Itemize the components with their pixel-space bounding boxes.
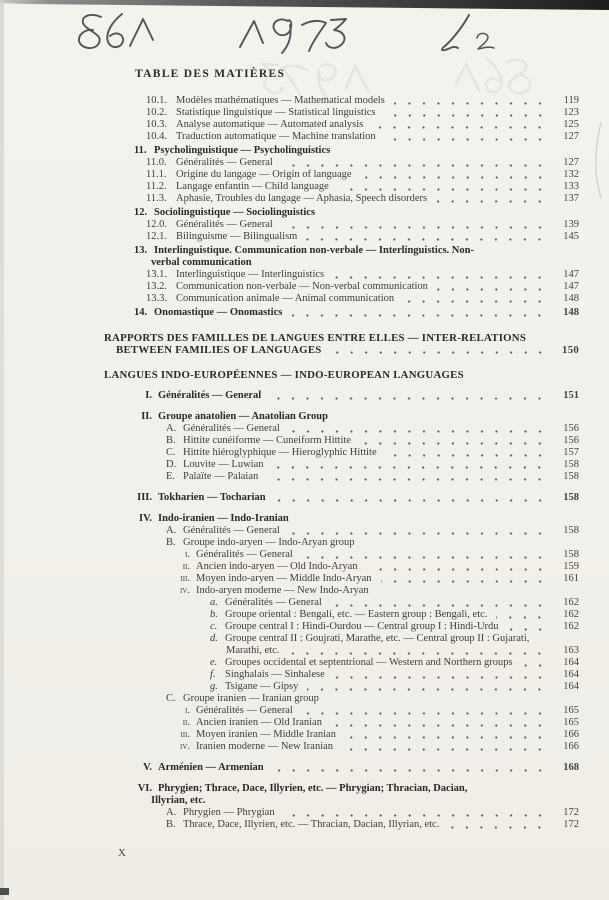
entry-text: Marathi, etc. [226, 645, 280, 656]
entry-text: Interlinguistique — Interlinguistics [176, 269, 325, 280]
dot-leader [288, 647, 547, 657]
toc-entry [0, 633, 609, 645]
entry-text: RAPPORTS DES FAMILLES DE LANGUES ENTRE ELLES — INTER-RELATIONS [104, 332, 527, 344]
entry-text: Généralités — General [196, 549, 293, 560]
entry-page-number: 145 [563, 231, 579, 242]
entry-page-number: 148 [563, 293, 579, 304]
dot-leader [267, 473, 547, 483]
handwritten-mark-L2 [442, 15, 494, 50]
toc-entry [0, 597, 609, 609]
entry-number: 13.2. [146, 281, 167, 292]
toc-entry [0, 459, 609, 471]
toc-entry [0, 344, 609, 356]
entry-number: 11.2. [146, 181, 167, 192]
entry-page-number: 161 [563, 573, 579, 584]
entry-page-number: 127 [563, 131, 579, 142]
toc-entry [0, 447, 609, 459]
entry-page-number: 148 [563, 307, 579, 318]
entry-number: II. [141, 411, 152, 422]
entry-page-number: 159 [563, 561, 579, 572]
entry-page-number: 172 [563, 819, 579, 830]
toc-entry [0, 819, 609, 831]
entry-number: I. [145, 390, 152, 401]
entry-number: ii. [182, 717, 190, 728]
entry-page-number: 133 [563, 181, 579, 192]
entry-page-number: 156 [563, 423, 579, 434]
dot-leader [360, 437, 547, 447]
entry-text: Langage enfantin — Child language [176, 181, 329, 192]
dot-leader [331, 346, 547, 356]
dot-leader [331, 599, 547, 609]
entry-text: Généralités — General [225, 597, 322, 608]
entry-page-number: 157 [563, 447, 579, 458]
entry-number: g. [210, 681, 218, 692]
entry-text: Indo-iranien — Indo-Iranian [158, 513, 289, 524]
entry-page-number: 132 [563, 169, 579, 180]
entry-page-number: 164 [563, 657, 579, 668]
entry-number: D. [166, 459, 177, 470]
dot-leader [289, 425, 547, 435]
handwritten-number-861 [79, 14, 153, 48]
entry-number: B. [166, 537, 176, 548]
entry-number: c. [210, 621, 218, 632]
entry-text: Tokharien — Tocharian [158, 492, 266, 503]
dot-leader [333, 271, 547, 281]
entry-text: Aphasie, Troubles du langage — Aphasia, Speech disorders [176, 193, 428, 204]
entry-number: 12.1. [146, 231, 167, 242]
entry-number: E. [166, 471, 176, 482]
entry-page-number: 165 [563, 705, 579, 716]
scanner-bottom-mark [0, 888, 9, 895]
entry-number: f. [210, 669, 216, 680]
entry-text: Groupe central I : Hindi-Ourdou — Central group I : Hindi-Urdu [225, 621, 499, 632]
toc-entry [0, 245, 609, 257]
toc-entry [0, 795, 609, 807]
entry-text: Illyrian, etc. [151, 795, 206, 806]
entry-text: Groupe anatolien — Anatolian Group [158, 411, 328, 422]
entry-number: 11.1. [146, 169, 167, 180]
toc-entry [0, 293, 609, 305]
entry-text: Interlinguistique. Communication non-verbale — Interlinguistics. Non- [154, 245, 474, 256]
entry-page-number: 162 [563, 609, 579, 620]
entry-page-number: 147 [563, 281, 579, 292]
entry-number: A. [166, 423, 177, 434]
entry-page-number: 172 [563, 807, 579, 818]
toc-entry [0, 369, 609, 381]
entry-number: 13.3. [146, 293, 167, 304]
entry-page-number: 165 [563, 717, 579, 728]
entry-text: Phrygien — Phrygian [183, 807, 275, 818]
entry-page-number: 168 [563, 762, 579, 773]
entry-text: Modèles mathématiques — Mathematical models [176, 95, 385, 106]
dot-leader [282, 221, 547, 231]
dot-leader [381, 575, 547, 585]
entry-text: verbal communication [151, 257, 252, 268]
toc-entry [0, 281, 609, 293]
entry-number: 12.0. [146, 219, 167, 230]
entry-page-number: 139 [563, 219, 579, 230]
entry-text: LANGUES INDO-EUROPÉENNES — INDO-EUROPEAN LANGUAGES [104, 369, 464, 381]
entry-text: Groupe indo-aryen — Indo-Aryan group [183, 537, 355, 548]
entry-page-number: 166 [563, 729, 579, 740]
dot-leader [345, 731, 547, 741]
entry-text: Généralités — General [158, 390, 262, 401]
toc-entry [0, 307, 609, 319]
entry-text: Groupe iranien — Iranian group [183, 693, 319, 704]
dot-leader [448, 821, 547, 831]
entry-text: Moyen iranien — Middle Iranian [196, 729, 336, 740]
entry-number: 10.3. [146, 119, 167, 130]
entry-text: Phrygien; Thrace, Dace, Illyrien, etc. — Phrygian; Thracian, Dacian, [158, 783, 468, 794]
dot-leader [302, 551, 547, 561]
entry-number: 14. [134, 307, 148, 318]
entry-text: BETWEEN FAMILIES OF LANGUAGES [116, 344, 322, 356]
toc-entry [0, 219, 609, 231]
entry-text: Généralités — General [176, 157, 273, 168]
toc-entry [0, 513, 609, 525]
dot-leader [270, 392, 547, 402]
entry-number: C. [166, 447, 176, 458]
toc-entry [0, 390, 609, 402]
toc-entry [0, 783, 609, 795]
entry-number: e. [210, 657, 218, 668]
entry-page-number: 158 [563, 471, 579, 482]
toc-entry [0, 645, 609, 657]
dot-leader [291, 309, 547, 319]
entry-text: Ancien indo-aryen — Old Indo-Aryan [196, 561, 358, 572]
entry-number: III. [137, 492, 152, 503]
dot-leader [289, 527, 547, 537]
dot-leader [284, 809, 547, 819]
toc-entry [0, 729, 609, 741]
entry-text: Sociolinguistique — Sociolinguistics [154, 207, 316, 218]
entry-page-number: 127 [563, 157, 579, 168]
entry-text: Iranien moderne — New Iranian [196, 741, 334, 752]
entry-page-number: 147 [563, 269, 579, 280]
toc-entry [0, 525, 609, 537]
footer-page-number: X [118, 847, 126, 859]
ink-bleed-through [263, 59, 530, 98]
entry-number: 12. [134, 207, 148, 218]
dot-leader [508, 623, 547, 633]
handwritten-annotations-layer [0, 0, 609, 210]
entry-text: Communication animale — Animal communication [176, 293, 395, 304]
entry-number: 10.4. [146, 131, 167, 142]
toc-entry [0, 669, 609, 681]
entry-text: Généralités — General [176, 219, 273, 230]
entry-number: 11.3. [146, 193, 167, 204]
entry-number: d. [210, 633, 218, 644]
toc-entry [0, 549, 609, 561]
entry-text: Singhalais — Sinhalese [225, 669, 325, 680]
toc-entry [0, 411, 609, 423]
toc-entry [0, 231, 609, 243]
toc-entry [0, 269, 609, 281]
entry-text: Indo-aryen moderne — New Indo-Aryan [196, 585, 369, 596]
dot-leader [302, 707, 547, 717]
entry-text: Groupe oriental : Bengali, etc. — Eastern group : Bengali, etc. [225, 609, 488, 620]
entry-page-number: 125 [563, 119, 579, 130]
entry-text: Psycholinguistique — Psycholinguistics [154, 145, 331, 156]
handwritten-number-1973 [240, 19, 346, 53]
entry-text: Onomastique — Onomastics [154, 307, 283, 318]
entry-page-number: 150 [562, 344, 579, 356]
dot-leader [342, 743, 547, 753]
entry-number: b. [210, 609, 218, 620]
toc-entry [0, 537, 609, 549]
toc-entry [0, 657, 609, 669]
entry-number: 10.1. [146, 95, 167, 106]
entry-page-number: 158 [563, 525, 579, 536]
entry-page-number: 166 [563, 741, 579, 752]
entry-number: A. [166, 525, 177, 536]
entry-text: Bilinguisme — Bilingualism [176, 231, 298, 242]
entry-number: 11.0. [146, 157, 167, 168]
entry-text: Palaïte — Palaian [183, 471, 259, 482]
toc-entry [0, 423, 609, 435]
entry-number: i. [185, 549, 190, 560]
dot-leader [331, 719, 547, 729]
entry-page-number: 163 [563, 645, 579, 656]
entry-number: 13. [134, 245, 148, 256]
dot-leader [522, 659, 547, 669]
entry-number: ii. [182, 561, 190, 572]
entry-text: Groupe central II : Goujrati, Marathe, etc. — Central group II : Gujarati, [225, 633, 530, 644]
dot-leader [275, 494, 547, 504]
dot-leader [306, 233, 547, 243]
toc-entry [0, 681, 609, 693]
entry-text: Moyen indo-aryen — Middle Indo-Aryan [196, 573, 372, 584]
entry-number: B. [166, 819, 176, 830]
page-title: TABLE DES MATIÈRES [135, 68, 286, 80]
entry-page-number: 164 [563, 669, 579, 680]
toc-entry [0, 471, 609, 483]
toc-entry [0, 435, 609, 447]
dot-leader [272, 461, 547, 471]
entry-page-number: 156 [563, 435, 579, 446]
toc-entry [0, 807, 609, 819]
toc-entry [0, 717, 609, 729]
dot-leader [386, 449, 547, 459]
entry-number: VI. [137, 783, 152, 794]
entry-number: 13.1. [146, 269, 167, 280]
entry-page-number: 119 [563, 95, 579, 106]
entry-number: iv. [179, 585, 190, 596]
entry-text: Louvite — Luwian [183, 459, 264, 470]
dot-leader [403, 295, 547, 305]
toc-entry [0, 762, 609, 774]
toc-entry [0, 693, 609, 705]
toc-entry [0, 492, 609, 504]
entry-number: 11. [134, 145, 147, 156]
entry-page-number: 151 [563, 390, 579, 401]
entry-number: A. [166, 807, 177, 818]
toc-entry [0, 561, 609, 573]
entry-text: Thrace, Dace, Illyrien, etc. — Thracian, Dacian, Illyrian, etc. [183, 819, 440, 830]
entry-text: Généralités — General [183, 423, 280, 434]
entry-number: 10.2. [146, 107, 167, 118]
toc-entry [0, 705, 609, 717]
paper-crease [596, 122, 601, 198]
entry-text: Analyse automatique — Automated analysis [176, 119, 364, 130]
entry-page-number: 164 [563, 681, 579, 692]
entry-text: Hittite cunéiforme — Cuneiform Hittite [183, 435, 351, 446]
entry-page-number: 162 [563, 621, 579, 632]
dot-leader [496, 611, 547, 621]
entry-page-number: 123 [563, 107, 579, 118]
entry-text: Ancien iranien — Old Iranian [196, 717, 322, 728]
entry-text: Généralités — General [196, 705, 293, 716]
dot-leader [367, 563, 547, 573]
entry-number: B. [166, 435, 176, 446]
entry-text: Origine du langage — Origin of language [176, 169, 352, 180]
entry-page-number: 137 [563, 193, 579, 204]
entry-text: Généralités — General [183, 525, 280, 536]
entry-text: Traduction automatique — Machine translation [176, 131, 376, 142]
toc-entry [0, 332, 609, 344]
entry-number: iii. [180, 729, 190, 740]
entry-text: Arménien — Armenian [158, 762, 264, 773]
entry-page-number: 158 [563, 492, 579, 503]
entry-text: Hittite hiéroglyphique — Hieroglyphic Hittite [183, 447, 377, 458]
entry-page-number: 162 [563, 597, 579, 608]
entry-text: Groupes occidental et septentrional — Western and Northern groups [225, 657, 513, 668]
dot-leader [334, 671, 547, 681]
dot-leader [437, 283, 547, 293]
toc-entry [0, 257, 609, 269]
entry-number: C. [166, 693, 176, 704]
entry-number: i. [185, 705, 190, 716]
entry-page-number: 158 [563, 459, 579, 470]
toc-entry [0, 741, 609, 753]
entry-text: Statistique linguistique — Statistical linguistics [176, 107, 376, 118]
toc-entry [0, 609, 609, 621]
entry-number: IV. [139, 513, 152, 524]
dot-leader [307, 683, 547, 693]
dot-leader [273, 764, 547, 774]
toc-entry [0, 621, 609, 633]
entry-number: a. [210, 597, 218, 608]
entry-number: iv. [179, 741, 190, 752]
entry-page-number: 158 [563, 549, 579, 560]
toc-entry [0, 585, 609, 597]
entry-text: Tsigane — Gipsy [225, 681, 299, 692]
entry-text: Communication non-verbale — Non-verbal communication [176, 281, 428, 292]
entry-number: iii. [180, 573, 190, 584]
toc-entry [0, 573, 609, 585]
entry-number: V. [143, 762, 152, 773]
